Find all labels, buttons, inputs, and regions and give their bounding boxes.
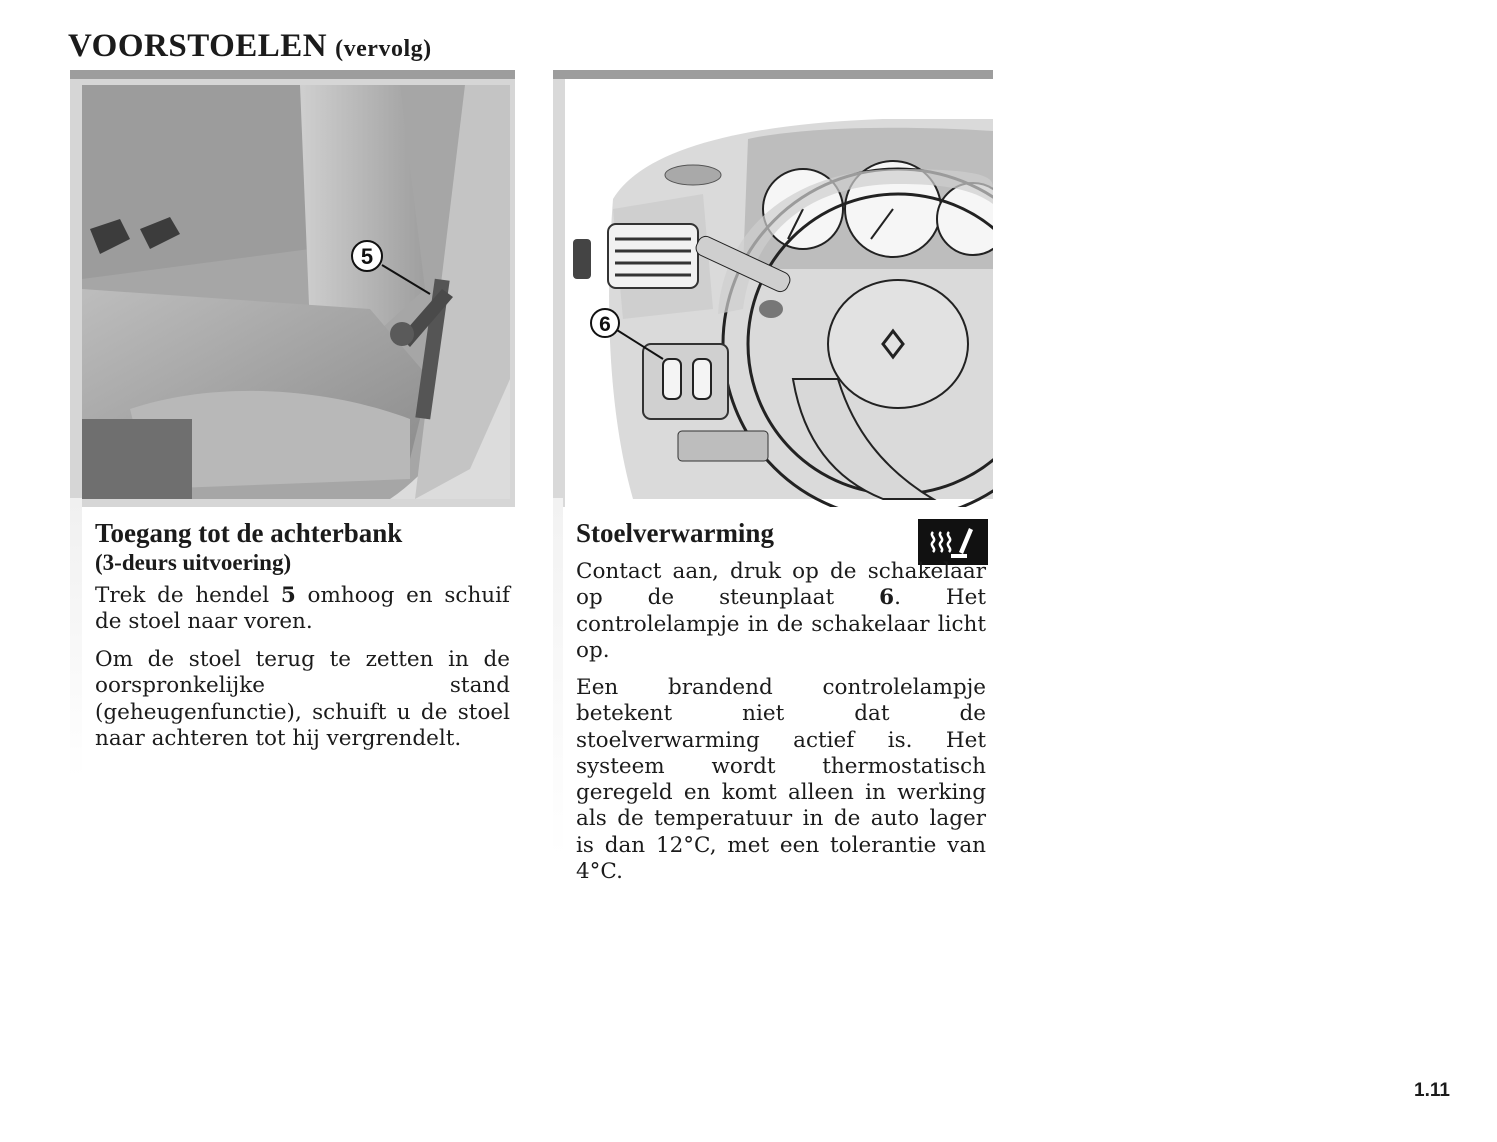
switch-number: 6 bbox=[879, 585, 895, 611]
section-title-seat-heating: Stoelverwarming bbox=[576, 518, 774, 548]
seat-heating-switch-right bbox=[693, 359, 711, 399]
section-subtitle-3-door: (3-deurs uitvoering) bbox=[95, 550, 292, 575]
lever-number: 5 bbox=[280, 583, 296, 608]
seat-lever bbox=[390, 322, 414, 346]
dashboard-illustration bbox=[553, 79, 993, 507]
rear-access-paragraph-2: Om de stoel terug te zetten in de oorspronkelijke stand (geheugenfunctie), schuift u de stoel naar achteren tot hij vergrendelt. bbox=[95, 647, 510, 751]
seat-heating-paragraph-1 bbox=[576, 559, 986, 664]
section-title-rear-access: Toegang tot de achterbank bbox=[95, 518, 403, 548]
rear-access-paragraph-1 bbox=[95, 583, 510, 636]
seat-illustration bbox=[70, 79, 515, 507]
dashboard-switch-figure bbox=[553, 70, 993, 507]
text-run: . Het controlelampje in de schakelaar licht op. bbox=[576, 585, 986, 663]
right-column-shade bbox=[553, 498, 563, 858]
callout-6: 6 bbox=[599, 313, 611, 336]
callout-5: 5 bbox=[360, 244, 374, 269]
seat-heating-switch-left bbox=[663, 359, 681, 399]
page-title bbox=[68, 28, 432, 65]
page-number: 1.11 bbox=[1414, 1080, 1450, 1101]
page-title-subtitle: (vervolg) bbox=[335, 36, 432, 62]
seat-heating-paragraph-2: Een brandend controlelampje betekent niet dat de stoelverwarming actief is. Het systeem wordt thermostatisch geregeld en komt alleen in werking als de temperatuur in de auto lager is dan 12°C, met een tolerantie van 4°C. bbox=[576, 675, 986, 885]
air-vent bbox=[608, 224, 698, 288]
text-run: Contact aan, druk op de schakelaar op de steunplaat bbox=[576, 559, 986, 611]
text-run: omhoog en schuif de stoel naar voren. bbox=[95, 583, 510, 635]
seat-lever-figure bbox=[70, 70, 515, 507]
text-run: Trek de hendel bbox=[95, 583, 281, 608]
page-title-main: VOORSTOELEN bbox=[68, 28, 328, 64]
left-column-shade bbox=[70, 498, 82, 778]
